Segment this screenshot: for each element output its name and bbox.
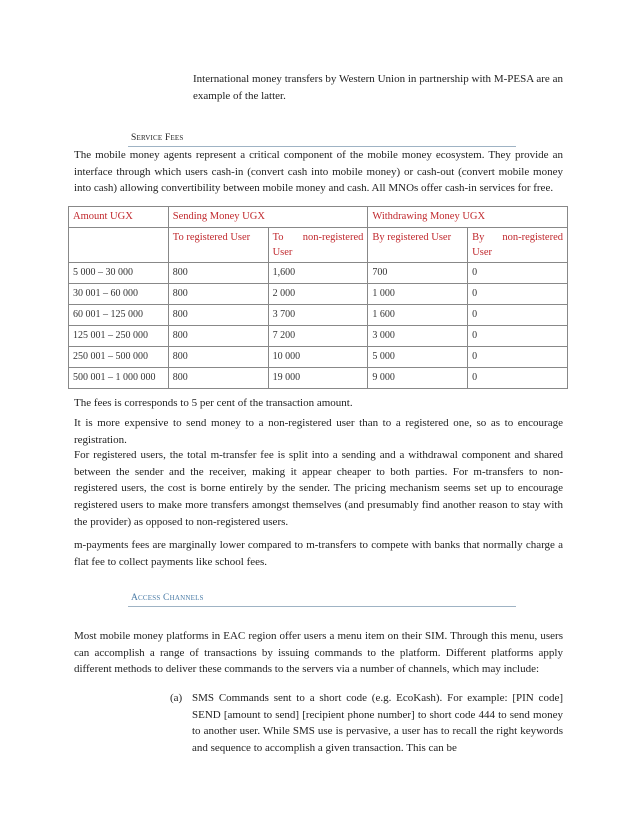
table-row (69, 284, 568, 305)
access-channels-heading: Access Channels (131, 593, 204, 603)
table-cell: 3 700 (268, 305, 368, 326)
heading-rule (128, 606, 516, 607)
header-cell: By registered User (368, 228, 468, 263)
table-cell: 0 (468, 305, 568, 326)
table-row (69, 326, 568, 347)
table-row (69, 305, 568, 326)
registered-users-paragraph: For registered users, the total m-transfer fee is split into a sending and a withdrawal component and shared between the sender and the receiver, making it appear cheaper to both parties. For m-transfers to non-registered users, the cost is borne entirely by the sender. The pricing mechanism seems set up to encourage registered users to make more transfers amongst themselves (and presumably find another reason to stay with the provider) as opposed to non-registered users. (74, 449, 563, 528)
table-cell: 125 001 – 250 000 (69, 326, 169, 347)
table-cell: 60 001 – 125 000 (69, 305, 169, 326)
non-registered-paragraph: It is more expensive to send money to a non-registered user than to a registered one, so as to encourage registration. (74, 417, 563, 446)
table-cell: 500 001 – 1 000 000 (69, 368, 169, 389)
header-cell: By non-registered User (468, 228, 568, 263)
table-cell: 800 (168, 347, 268, 368)
table-cell: 0 (468, 326, 568, 347)
table-cell: 2 000 (268, 284, 368, 305)
table-cell: 7 200 (268, 326, 368, 347)
list-marker: (a) (170, 692, 183, 704)
table-cell: 800 (168, 368, 268, 389)
access-channels-paragraph: Most mobile money platforms in EAC region offer users a menu item on their SIM. Through this menu, users can accomplish a range of transactions by issuing commands to the platform. Different platforms apply different methods to deliver these commands to the servers via a number of channels, which may include: (74, 630, 563, 676)
header-cell: To registered User (168, 228, 268, 263)
table-row (69, 368, 568, 389)
table-cell: 250 001 – 500 000 (69, 347, 169, 368)
table-cell: 700 (368, 263, 468, 284)
table-row (69, 263, 568, 284)
table-cell: 800 (168, 305, 268, 326)
table-cell: 0 (468, 368, 568, 389)
table-cell: 1 000 (368, 284, 468, 305)
table-cell: 9 000 (368, 368, 468, 389)
intro-paragraph: International money transfers by Western Union in partnership with M-PESA are an example of the latter. (193, 73, 563, 102)
table-cell: 30 001 – 60 000 (69, 284, 169, 305)
table-cell: 800 (168, 284, 268, 305)
table-row (69, 347, 568, 368)
service-fees-paragraph: The mobile money agents represent a critical component of the mobile money ecosystem. They provide an interface through which users cash-in (convert cash into mobile money) or cash-out (convert mobile money into cash) allowing convertibility between mobile money and cash. All MNOs offer cash-in services for free. (74, 149, 563, 195)
fees-percent-paragraph: The fees is corresponds to 5 per cent of the transaction amount. (74, 397, 353, 409)
table-cell: 5 000 (368, 347, 468, 368)
table-cell: 800 (168, 263, 268, 284)
table-cell: 1 600 (368, 305, 468, 326)
table-header-row (69, 207, 568, 228)
header-cell (69, 228, 169, 263)
table-cell: 5 000 – 30 000 (69, 263, 169, 284)
header-cell: Amount UGX (69, 207, 169, 228)
list-item: SMS Commands sent to a short code (e.g. EcoKash). For example: [PIN code] SEND [amount to send] [recipient phone number] to short code 444 to send money to another user. While SMS use is pervasive, a user has to recall the right keywords and sequence to accomplish a given transaction. This can be (192, 692, 563, 755)
table-cell: 19 000 (268, 368, 368, 389)
table-cell: 1,600 (268, 263, 368, 284)
header-cell: Withdrawing Money UGX (368, 207, 568, 228)
table-subheader-row (69, 228, 568, 263)
table-cell: 3 000 (368, 326, 468, 347)
header-cell: Sending Money UGX (168, 207, 368, 228)
header-cell: To non-registered User (268, 228, 368, 263)
table-cell: 800 (168, 326, 268, 347)
m-payments-paragraph: m-payments fees are marginally lower compared to m-transfers to compete with banks that normally charge a flat fee to collect payments like school fees. (74, 539, 563, 568)
table-cell: 0 (468, 284, 568, 305)
table-cell: 10 000 (268, 347, 368, 368)
service-fees-heading: Service Fees (131, 133, 184, 143)
fees-table (68, 206, 568, 389)
table-cell: 0 (468, 347, 568, 368)
table-cell: 0 (468, 263, 568, 284)
